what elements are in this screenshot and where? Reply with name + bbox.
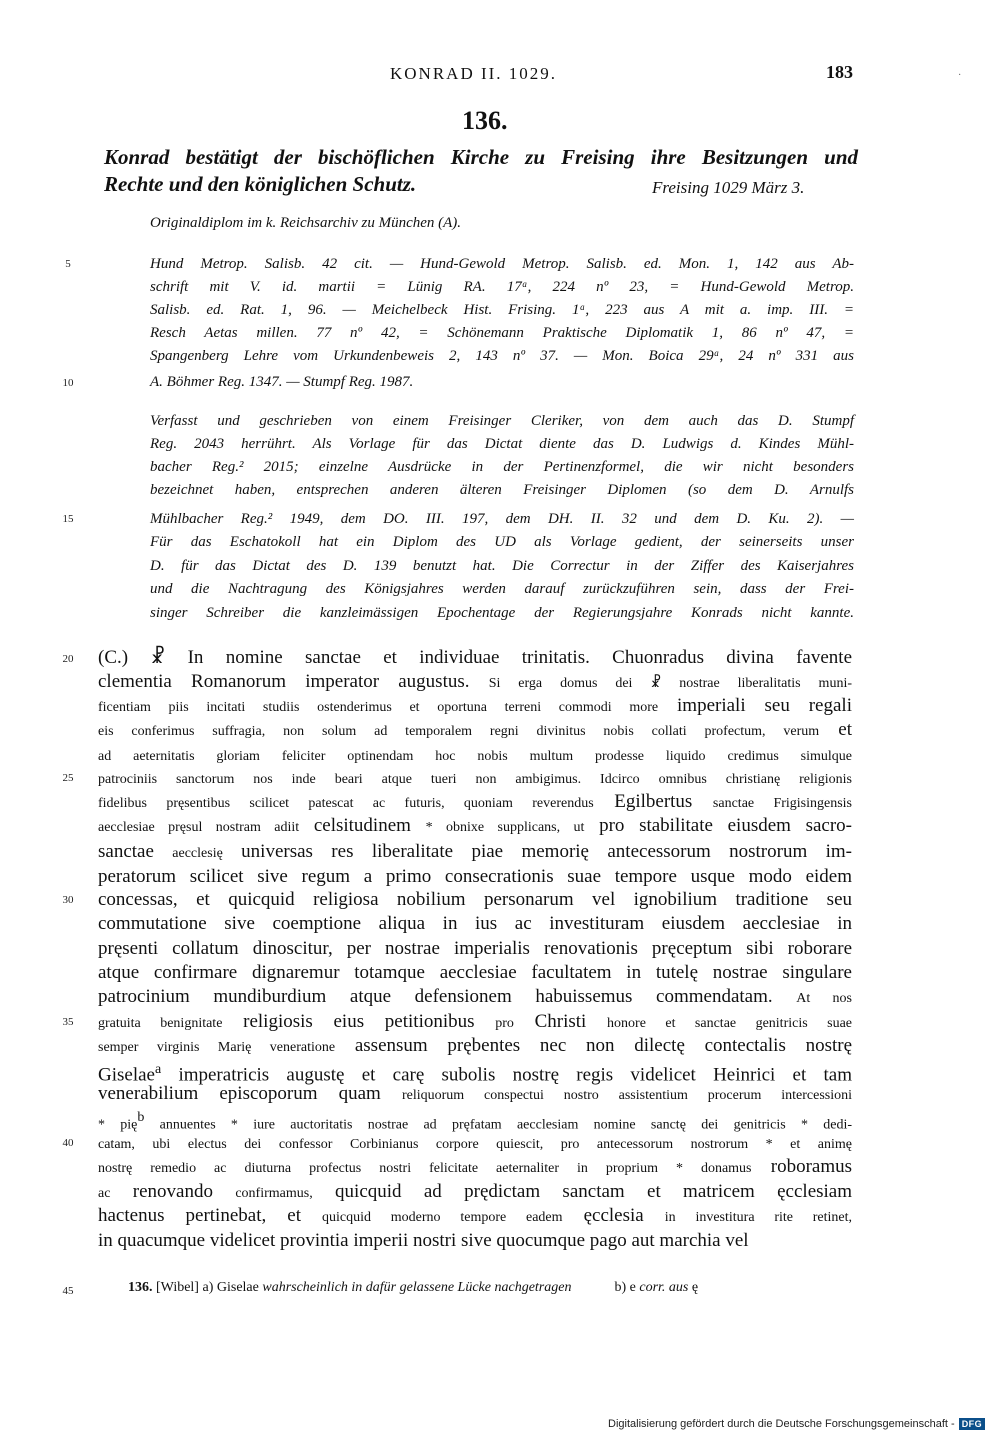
text-line: catam, ubi electus dei confessor Corbinianus corpore quiescit, pro antecessorum nostrorum * et animę	[98, 1137, 852, 1152]
running-title: KONRAD II. 1029.	[390, 64, 558, 83]
literature-line: Salisb. ed. Rat. 1, 96. — Meichelbeck Hist. Frising. 1ᵃ, 223 aus A mit a. imp. III. =	[150, 302, 854, 318]
line-number: 20	[62, 653, 74, 665]
commentary-line: Verfasst und geschrieben von einem Freisinger Cleriker, von dem auch das D. Stumpf	[150, 413, 854, 429]
note-b-label: b)	[614, 1280, 627, 1295]
commentary-line: bacher Reg.² 2015; einzelne Ausdrücke in der Pertinenzformel, die wir nicht besonders	[150, 459, 854, 475]
commentary-line: D. für das Dictat des D. 139 benutzt hat. Die Correctur in der Ziffer des Kaiserjahres	[150, 558, 854, 574]
regest-line-2: Rechte und den königlichen Schutz.	[104, 172, 417, 196]
text-line: eis conferimus suffragia, non solum ad temporalem regni divinitus nobis collati profectum, verum et	[98, 719, 852, 740]
text-line: in quacumque videlicet provintia imperii nostri sive quocumque pago aut marchia vel	[98, 1230, 749, 1251]
text-line: ac renovando confirmamus, quicquid ad prędictam sanctam et matricem ęcclesiam	[98, 1181, 853, 1202]
tradition-original: Originaldiplom im k. Reichsarchiv zu München (A).	[150, 215, 462, 231]
line-number: 45	[62, 1285, 74, 1297]
literature-line: schrift mit V. id. martii = Lünig RA. 17ᵃ, 224 nº 23, = Hund-Gewold Metrop.	[150, 279, 854, 295]
commentary-line: singer Schreiber die kanzleimässigen Epochentage der Regierungsjahre Konrads nicht kannte.	[150, 605, 854, 621]
text-line: clementia Romanorum imperator augustus. Si erga domus dei ☧ nostrae liberalitatis muni-	[98, 671, 852, 692]
text-line: patrocinium mundiburdium atque defensionem habuissemus commendatam. At nos	[98, 986, 853, 1007]
line-number: 10	[62, 377, 74, 389]
date-place: Freising 1029 März 3.	[652, 178, 805, 197]
footnote-apparatus	[128, 1280, 698, 1296]
text-line: commutatione sive coemptione aliqua in ius ac investituram eiusdem aecclesiae in	[98, 913, 852, 934]
commentary-line: Reg. 2043 herrührt. Als Vorlage für das Dictat diente das D. Ludwigs d. Kindes Mühl-	[150, 436, 854, 452]
text-line: hactenus pertinebat, et quicquid moderno tempore eadem ęcclesia in investitura rite retinet,	[98, 1205, 853, 1226]
line-number: 25	[62, 772, 74, 784]
funding-credit	[608, 1418, 985, 1430]
text-line: sanctae aecclesię universas res liberalitate piae memorię antecessorum nostrorum im-	[98, 841, 853, 862]
text-line: semper virginis Marię veneratione assensum prębentes nec non dilectę contectalis nostrę	[98, 1035, 852, 1056]
commentary-line: und die Nachtragung des Königsjahres werden darauf zurückzuführen sein, dass der Frei-	[150, 581, 854, 597]
page-number: 183	[826, 62, 853, 82]
line-number: 30	[62, 894, 74, 906]
text-line: aecclesiae pręsul nostram adiit celsitudinem * obnixe supplicans, ut pro stabilitate eiusdem sacro-	[98, 815, 852, 836]
line-number: 40	[62, 1137, 74, 1149]
note-a-text: wahrscheinlich in dafür gelassene Lücke nachgetragen	[262, 1280, 572, 1295]
text-line: (C.) ☧ In nomine sanctae et individuae trinitatis. Chuonradus divina favente	[98, 647, 852, 668]
text-line: venerabilium episcoporum quam reliquorum conspectui nostro assistentium procerum intercessioni	[98, 1083, 853, 1104]
text-line: pręsenti collatum dinoscitur, per nostrae imperialis renovationis pręceptum sibi roborare	[98, 938, 852, 959]
text-line: * pię$^b$ annuentes * iure auctoritatis nostrae ad pręfatam aecclesiam nomine sanctę dei genitricis * dedi-	[98, 1110, 852, 1133]
literature-line: A. Böhmer Reg. 1347. — Stumpf Reg. 1987.	[150, 374, 414, 390]
note-b-text: corr. aus	[639, 1280, 689, 1295]
text-line: gratuita benignitate religiosis eius petitionibus pro Christi honore et sanctae genitricis suae	[98, 1011, 852, 1032]
footnote-number: 136.	[128, 1280, 153, 1295]
note-b-char: ę	[691, 1280, 699, 1295]
note-b-word: e	[629, 1280, 636, 1295]
text-line: nostrę remedio ac diuturna profectus nostri felicitate aeternaliter in proprium * donamus roboramus	[98, 1156, 853, 1177]
line-number: 35	[62, 1016, 74, 1028]
text-line: peratorum scilicet sive regum a primo consecrationis suae tempore usque modo eidem	[98, 866, 852, 887]
literature-line: Hund Metrop. Salisb. 42 cit. — Hund-Gewold Metrop. Salisb. ed. Mon. 1, 142 aus Ab-	[150, 256, 854, 272]
text-line: patrociniis sanctorum nos inde beari atque tueri non ambigimus. Idcirco omnibus christianę religionis	[98, 772, 852, 787]
note-a-word: Giselae	[216, 1280, 259, 1295]
line-number: 5	[65, 258, 71, 270]
document-number: 136.	[462, 106, 508, 135]
footnote-siglum: [Wibel]	[156, 1280, 199, 1295]
funding-text: Digitalisierung gefördert durch die Deutsche Forschungsgemeinschaft -	[608, 1418, 955, 1430]
line-number: 15	[62, 513, 74, 525]
edge-mark: ·	[958, 70, 962, 81]
text-line: Giselae$^a$ imperatricis augustę et carę subolis nostrę regis videlicet Heinrici et tam	[98, 1062, 852, 1086]
text-line: ad aeternitatis gloriam feliciter optinendam hoc nobis multum prodesse liquido credimus simulque	[98, 749, 852, 764]
dfg-logo: DFG	[959, 1418, 986, 1430]
literature-line: Resch Aetas millen. 77 nº 42, = Schönemann Praktische Diplomatik 1, 86 nº 47, =	[150, 325, 854, 341]
commentary-line: Mühlbacher Reg.² 1949, dem DO. III. 197, dem DH. II. 32 und dem D. Ku. 2). —	[150, 511, 854, 527]
text-line: atque confirmare dignaremur totamque aecclesiae facultatem in tutelę nostrae singulare	[98, 962, 852, 983]
text-line: fidelibus pręsentibus scilicet patescat ac futuris, quoniam reverendus Egilbertus sanctae Frigisingensis	[98, 791, 853, 812]
text-line: concessas, et quicquid religiosa nobilium personarum vel ignobilium traditione seu	[98, 889, 852, 910]
text-line: ficentiam piis incitati studiis ostenderimus et oportuna terreni commodi more imperiali seu regali	[98, 695, 852, 716]
commentary-line: bezeichnet haben, entsprechen anderen älteren Freisinger Diplomen (so dem D. Arnulfs	[150, 482, 854, 498]
commentary-line: Für das Eschatokoll hat ein Diplom des UD als Vorlage gedient, der seinerseits unser	[150, 534, 854, 550]
literature-line: Spangenberg Lehre vom Urkundenbeweis 2, 143 nº 37. — Mon. Boica 29ᵃ, 24 nº 331 aus	[150, 348, 854, 364]
regest-line-1: Konrad bestätigt der bischöflichen Kirche zu Freising ihre Besitzungen und	[104, 145, 858, 169]
note-a-label: a)	[202, 1280, 214, 1295]
